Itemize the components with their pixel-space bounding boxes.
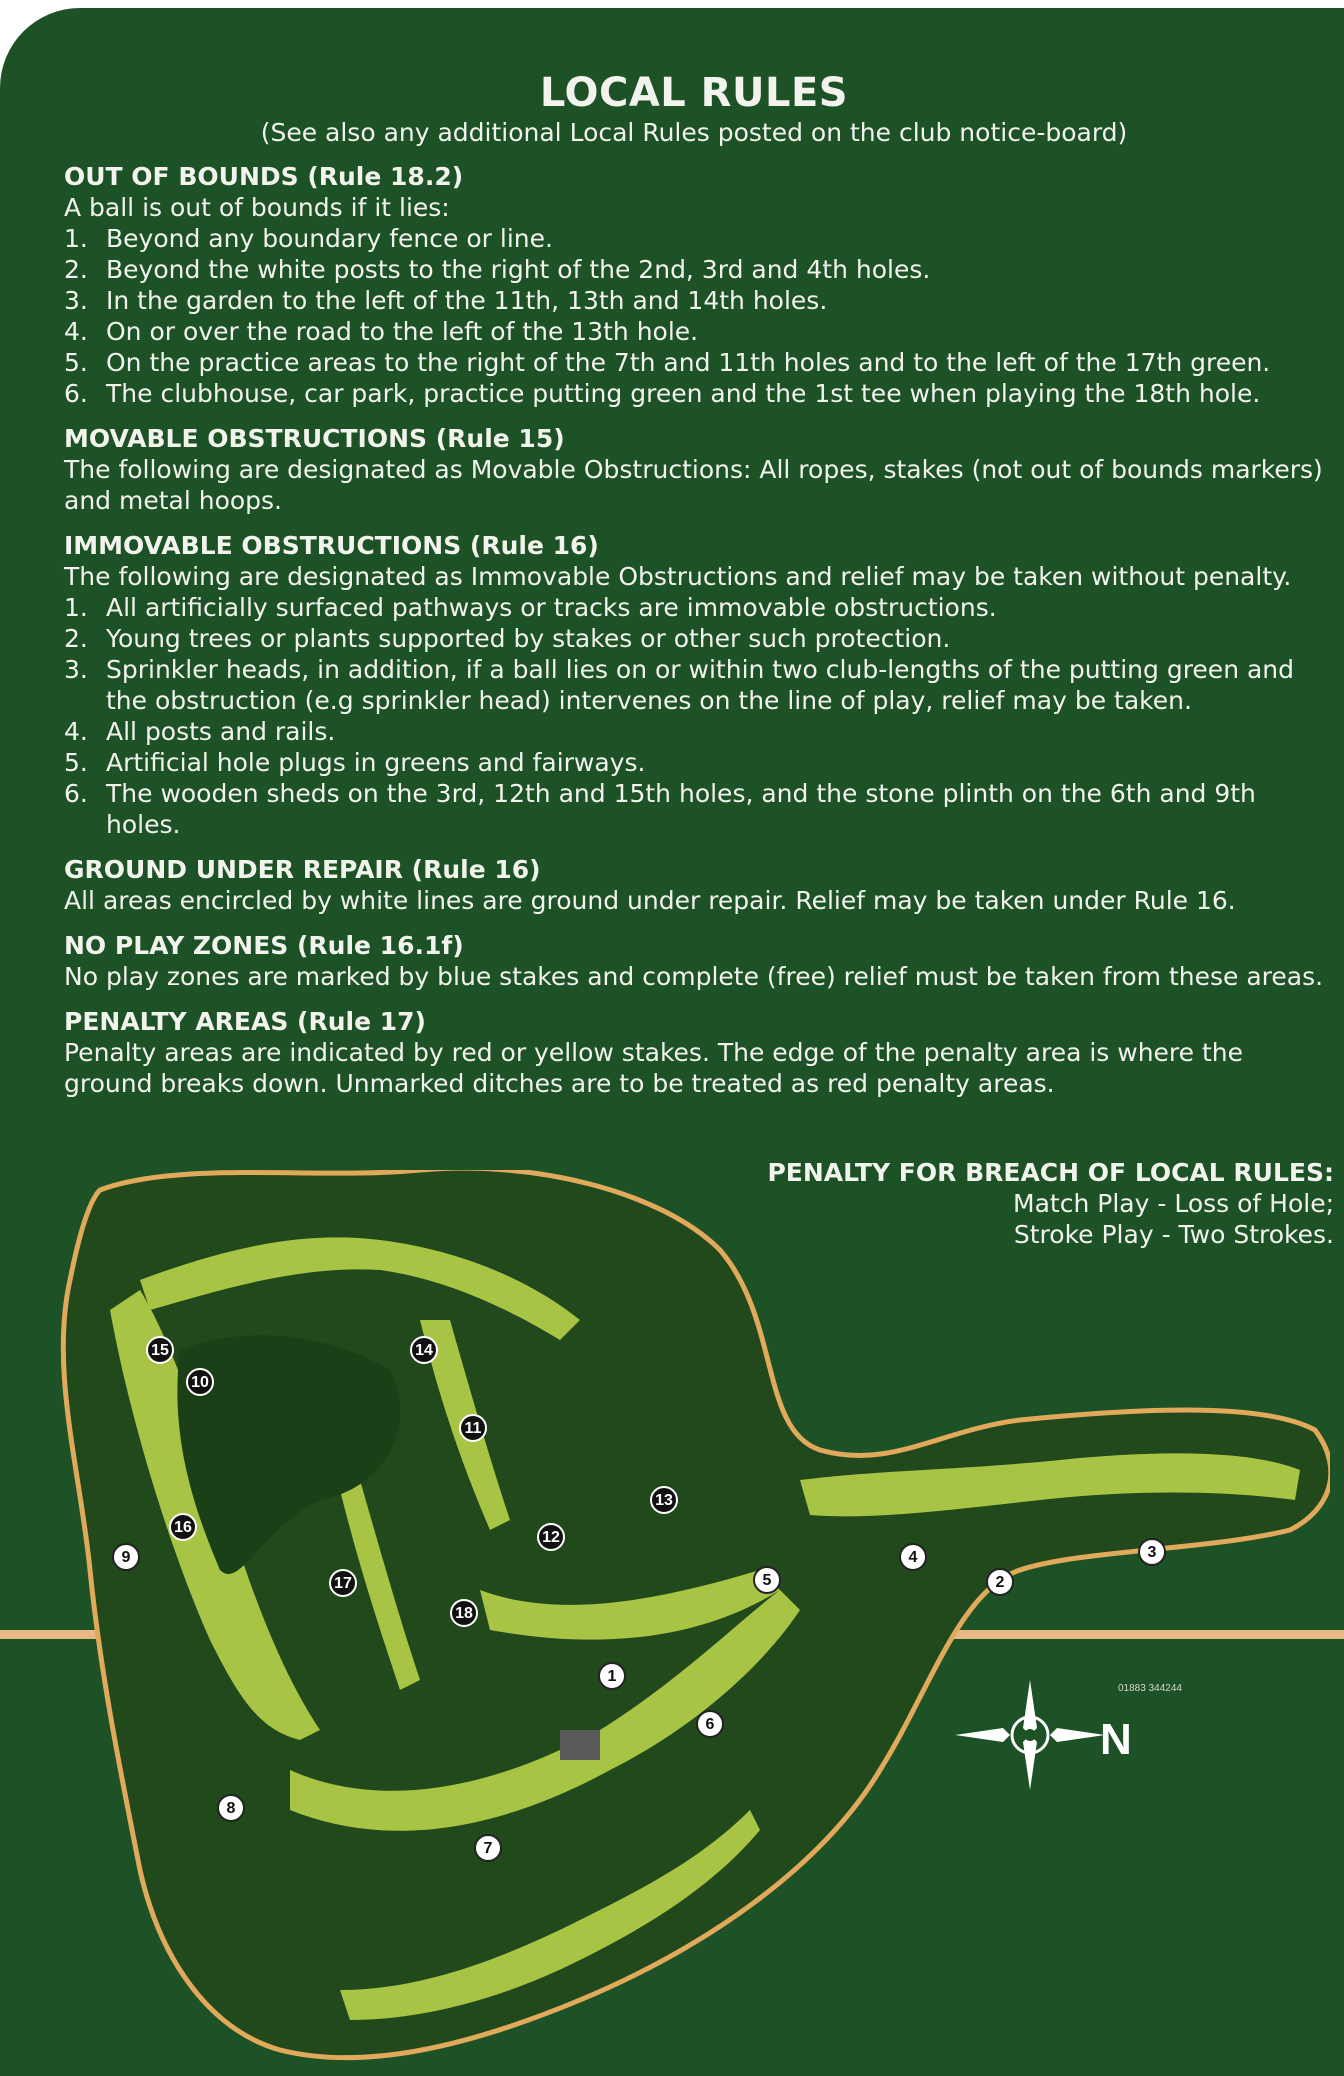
hole-marker-4	[900, 1544, 926, 1570]
page-subtitle: (See also any additional Local Rules posted on the club notice-board)	[260, 118, 1128, 147]
rule-item	[64, 623, 1334, 654]
rule-number: 4.	[64, 717, 88, 746]
hole-marker-16	[170, 1514, 196, 1540]
hole-marker-7	[475, 1835, 501, 1861]
rule-item	[64, 747, 1334, 778]
rule-number: 2.	[64, 624, 88, 653]
penalty-match-play: Match Play - Loss of Hole;	[1013, 1189, 1334, 1218]
section-heading: MOVABLE OBSTRUCTIONS (Rule 15)	[64, 424, 565, 453]
hole-number: 14	[415, 1342, 433, 1359]
hole-marker-13	[651, 1487, 677, 1513]
hole-number: 11	[464, 1420, 482, 1437]
hole-number: 17	[334, 1575, 352, 1592]
penalty-heading: PENALTY FOR BREACH OF LOCAL RULES:	[767, 1158, 1334, 1187]
hole-number: 7	[483, 1840, 493, 1857]
rule-number: 3.	[64, 286, 88, 315]
rule-number: 5.	[64, 748, 88, 777]
rule-text: On the practice areas to the right of the 7th and 11th holes and to the left of the 17th green.	[106, 348, 1271, 377]
rule-number: 5.	[64, 348, 88, 377]
hole-number: 13	[655, 1492, 673, 1509]
hole-number: 1	[607, 1668, 617, 1685]
rule-section	[64, 161, 1334, 409]
hole-number: 8	[226, 1800, 236, 1817]
rule-number: 3.	[64, 655, 88, 684]
page-title: LOCAL RULES	[539, 70, 849, 116]
section-intro: The following are designated as Movable Obstructions: All ropes, stakes (not out of bounds markers) and metal hoops.	[64, 455, 1323, 515]
hole-marker-1	[599, 1663, 625, 1689]
rule-item	[64, 285, 1334, 316]
section-heading: PENALTY AREAS (Rule 17)	[64, 1007, 426, 1036]
hole-number: 6	[705, 1716, 715, 1733]
hole-marker-11	[460, 1415, 486, 1441]
hole-number: 15	[151, 1342, 169, 1359]
rule-number: 1.	[64, 224, 88, 253]
hole-marker-5	[754, 1567, 780, 1593]
hole-marker-14	[411, 1337, 437, 1363]
rule-section	[64, 1006, 1334, 1099]
rule-item	[64, 223, 1334, 254]
section-heading: GROUND UNDER REPAIR (Rule 16)	[64, 855, 541, 884]
rule-item	[64, 592, 1334, 623]
rule-number: 2.	[64, 255, 88, 284]
hole-number: 5	[762, 1572, 772, 1589]
rule-text: Beyond any boundary fence or line.	[106, 224, 553, 253]
phone-number: 01883 344244	[1118, 1683, 1182, 1694]
rule-item	[64, 778, 1334, 840]
section-intro: A ball is out of bounds if it lies:	[64, 193, 450, 222]
rule-item	[64, 347, 1334, 378]
rule-text: The clubhouse, car park, practice putting green and the 1st tee when playing the 18th hole.	[106, 379, 1261, 408]
hole-marker-8	[218, 1795, 244, 1821]
section-intro: The following are designated as Immovable Obstructions and relief may be taken without penalty.	[64, 562, 1292, 591]
section-intro: All areas encircled by white lines are ground under repair. Relief may be taken under Rule 16.	[64, 886, 1236, 915]
compass-north-label: N	[1100, 1715, 1132, 1764]
rule-number: 6.	[64, 379, 88, 408]
hole-marker-10	[187, 1369, 213, 1395]
rule-text: Young trees or plants supported by stakes or other such protection.	[106, 624, 951, 653]
rule-text: On or over the road to the left of the 13th hole.	[106, 317, 699, 346]
rules-sections	[64, 161, 1334, 1099]
hole-marker-9	[113, 1544, 139, 1570]
rule-number: 1.	[64, 593, 88, 622]
section-heading: IMMOVABLE OBSTRUCTIONS (Rule 16)	[64, 531, 599, 560]
hole-marker-3	[1139, 1539, 1165, 1565]
hole-marker-6	[697, 1711, 723, 1737]
rule-section	[64, 530, 1334, 840]
local-rules-text	[64, 70, 1334, 1113]
rule-section	[64, 854, 1334, 916]
hole-number: 12	[542, 1529, 560, 1546]
course-map	[60, 1170, 1330, 2076]
hole-marker-12	[538, 1524, 564, 1550]
rule-section	[64, 930, 1334, 992]
hole-marker-17	[330, 1570, 356, 1596]
rule-text: The wooden sheds on the 3rd, 12th and 15th holes, and the stone plinth on the 6th and 9th holes.	[106, 779, 1256, 839]
hole-number: 2	[995, 1574, 1005, 1591]
rule-number: 4.	[64, 317, 88, 346]
rule-text: Sprinkler heads, in addition, if a ball lies on or within two club-lengths of the putting green and the obstruction (e.g sprinkler head) intervenes on the line of play, relief may be taken.	[106, 655, 1295, 715]
rule-item	[64, 654, 1334, 716]
rule-item	[64, 378, 1334, 409]
section-intro: Penalty areas are indicated by red or yellow stakes. The edge of the penalty area is where the ground breaks down. Unmarked ditches are to be treated as red penalty areas.	[64, 1038, 1244, 1098]
compass-icon	[955, 1680, 1105, 1790]
rule-text: In the garden to the left of the 11th, 13th and 14th holes.	[106, 286, 828, 315]
rule-item	[64, 716, 1334, 747]
rule-item	[64, 316, 1334, 347]
hole-marker-15	[147, 1337, 173, 1363]
hole-number: 16	[174, 1519, 192, 1536]
rule-text: All posts and rails.	[106, 717, 336, 746]
rule-list	[64, 223, 1334, 409]
penalty-stroke-play: Stroke Play - Two Strokes.	[1013, 1220, 1334, 1249]
section-heading: NO PLAY ZONES (Rule 16.1f)	[64, 931, 464, 960]
hole-number: 3	[1147, 1544, 1157, 1561]
hole-number: 18	[455, 1605, 473, 1622]
rule-section	[64, 423, 1334, 516]
rule-text: Beyond the white posts to the right of the 2nd, 3rd and 4th holes.	[106, 255, 931, 284]
section-intro: No play zones are marked by blue stakes and complete (free) relief must be taken from these areas.	[64, 962, 1324, 991]
clubhouse	[560, 1730, 600, 1760]
rule-item	[64, 254, 1334, 285]
section-heading: OUT OF BOUNDS (Rule 18.2)	[64, 162, 464, 191]
rule-list	[64, 592, 1334, 840]
rule-number: 6.	[64, 779, 88, 808]
hole-marker-18	[451, 1600, 477, 1626]
hole-number: 4	[908, 1549, 918, 1566]
hole-number: 10	[191, 1374, 209, 1391]
hole-number: 9	[121, 1549, 131, 1566]
rule-text: All artificially surfaced pathways or tracks are immovable obstructions.	[106, 593, 997, 622]
hole-marker-2	[987, 1569, 1013, 1595]
rule-text: Artificial hole plugs in greens and fairways.	[106, 748, 646, 777]
